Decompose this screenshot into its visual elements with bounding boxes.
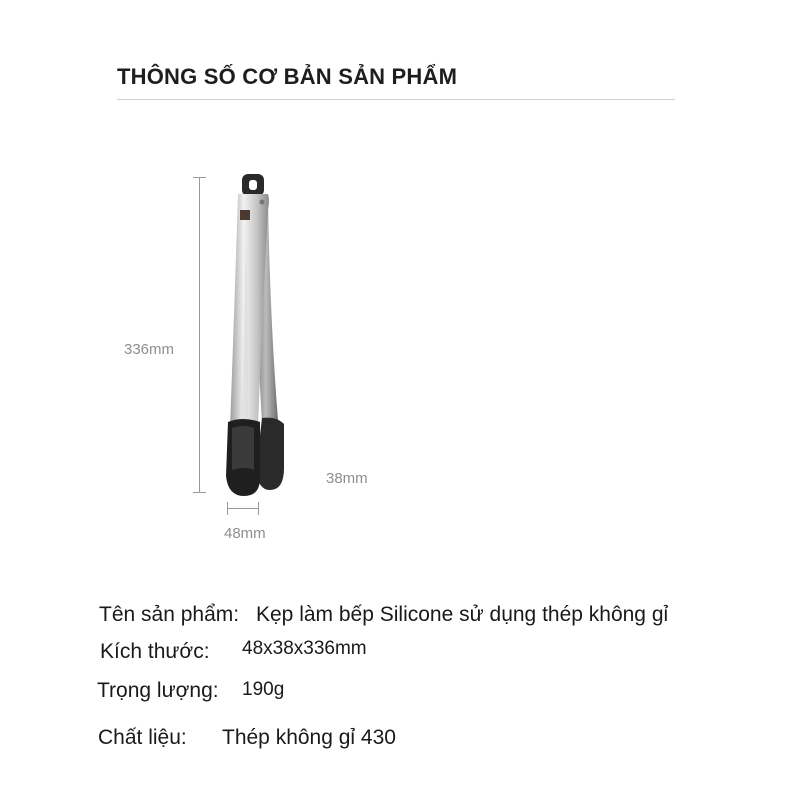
spec-row-dimensions — [100, 638, 367, 664]
width-dimension-cap-right — [258, 502, 259, 515]
spec-value: Kẹp làm bếp Silicone sử dụng thép không gỉ — [256, 603, 669, 626]
page-title: THÔNG SỐ CƠ BẢN SẢN PHẨM — [117, 64, 458, 89]
kitchen-tongs-image — [218, 170, 290, 500]
length-dimension-cap-bottom — [193, 492, 206, 493]
spec-row-product-name — [99, 603, 669, 627]
spec-row-weight — [97, 679, 285, 703]
depth-dimension-label: 38mm — [326, 470, 368, 487]
length-dimension-line — [199, 177, 200, 493]
title-divider — [117, 99, 675, 100]
spec-label: Trọng lượng: — [97, 679, 219, 702]
spec-value: Thép không gỉ 430 — [222, 726, 396, 749]
length-dimension-cap-top — [193, 177, 206, 178]
width-dimension-cap-left — [227, 502, 228, 515]
spec-value: 190g — [242, 679, 285, 700]
width-dimension-line — [227, 508, 259, 509]
spec-label: Chất liệu: — [98, 726, 187, 749]
length-dimension-label: 336mm — [124, 341, 175, 358]
spec-value: 48x38x336mm — [242, 638, 367, 659]
spec-label: Tên sản phẩm: — [99, 603, 240, 626]
width-dimension-label: 48mm — [224, 525, 266, 542]
spec-row-material — [98, 726, 396, 750]
spec-label: Kích thước: — [100, 640, 210, 663]
